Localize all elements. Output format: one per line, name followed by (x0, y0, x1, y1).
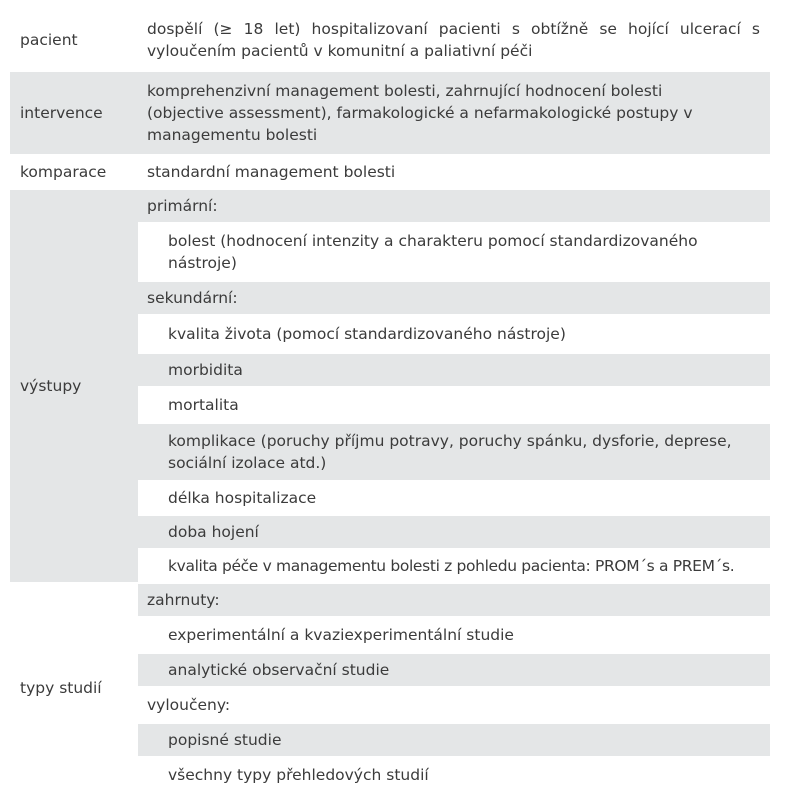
row-content-text: komprehenzivní management bolesti, zahrnující hodnocení bolesti (objective assessment), farmakologické a nefarmakologické postupy v managementu bolesti (147, 82, 693, 144)
subheader-text: primární: (147, 197, 218, 215)
subheader-zahrnuty (138, 584, 770, 616)
row-label-text: intervence (20, 104, 103, 122)
list-item-text: experimentální a kvaziexperimentální studie (168, 626, 514, 644)
list-item-text: bolest (hodnocení intenzity a charakteru pomocí standardizovaného nástroje) (168, 232, 698, 272)
row-content-text: dospělí (≥ 18 let) hospitalizovaní pacienti s obtížně se hojící ulcerací s vyloučením pacientů v komunitní a paliativní péči (147, 20, 760, 60)
list-item (138, 618, 770, 652)
list-item-text: kvalita života (pomocí standardizovaného nástroje) (168, 325, 566, 343)
row-label-text: výstupy (20, 377, 82, 395)
list-item (138, 724, 770, 756)
list-item (138, 516, 770, 548)
row-label-komparace (10, 156, 138, 188)
list-item (138, 224, 770, 280)
list-item-text: doba hojení (168, 523, 259, 541)
list-item (138, 424, 770, 480)
list-item-text: mortalita (168, 396, 239, 414)
list-item (138, 388, 770, 422)
list-item (138, 316, 770, 352)
subheader-text: vyloučeny: (147, 696, 231, 714)
row-content-text: standardní management bolesti (147, 163, 396, 181)
row-label-intervence (10, 72, 138, 154)
list-item (138, 758, 770, 792)
list-item (138, 354, 770, 386)
list-item (138, 654, 770, 686)
subheader-text: sekundární: (147, 289, 238, 307)
row-label-text: pacient (20, 31, 78, 49)
subheader-primarni (138, 190, 770, 222)
list-item-text: všechny typy přehledových studií (168, 766, 429, 784)
list-item (138, 550, 770, 582)
list-item-text: morbidita (168, 361, 243, 379)
row-label-pacient (10, 10, 138, 70)
row-content-pacient (138, 10, 770, 70)
row-label-vystupy (10, 190, 138, 582)
row-content-intervence (138, 72, 770, 154)
list-item-text: kvalita péče v managementu bolesti z pohledu pacienta: PROM´s a PREM´s. (168, 557, 735, 575)
subheader-vylouceny (138, 688, 770, 722)
row-label-text: typy studií (20, 679, 102, 697)
row-label-text: komparace (20, 163, 107, 181)
list-item-text: analytické observační studie (168, 661, 390, 679)
list-item-text: délka hospitalizace (168, 489, 317, 507)
subheader-text: zahrnuty: (147, 591, 220, 609)
subheader-sekundarni (138, 282, 770, 314)
row-label-typy-studii (10, 584, 138, 792)
list-item-text: popisné studie (168, 731, 282, 749)
list-item-text: komplikace (poruchy příjmu potravy, poruchy spánku, dysforie, deprese, sociální izolace atd.) (168, 432, 732, 472)
list-item (138, 482, 770, 514)
row-content-komparace (138, 156, 770, 188)
